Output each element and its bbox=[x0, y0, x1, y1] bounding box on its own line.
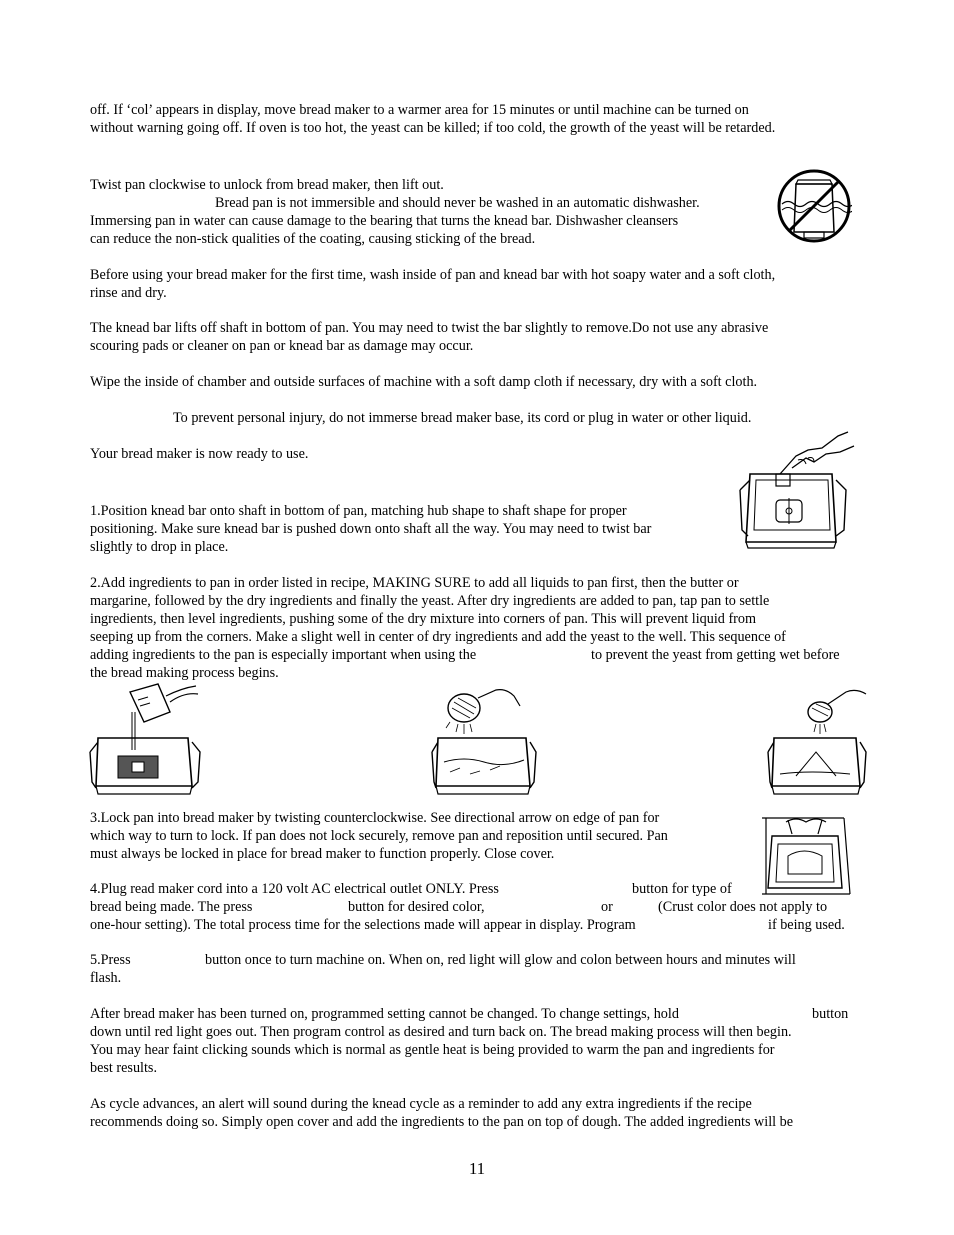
knead-bar-illustration bbox=[736, 430, 858, 555]
text-line: button for desired color, bbox=[348, 899, 485, 915]
text-line: the bread making process begins. bbox=[90, 665, 279, 681]
add-dry-ingredients-illustration bbox=[430, 682, 540, 810]
text-line: must always be locked in place for bread maker to function properly. Close cover. bbox=[90, 846, 555, 862]
text-line: As cycle advances, an alert will sound during the knead cycle as a reminder to add any extra ingredients if the recipe bbox=[90, 1096, 752, 1112]
page-number: 11 bbox=[468, 1159, 486, 1178]
text-line: down until red light goes out. Then program control as desired and turn back on. The bread making process will then begin. bbox=[90, 1024, 792, 1040]
text-line: can reduce the non-stick qualities of the coating, causing sticking of the bread. bbox=[90, 231, 536, 247]
text-line: 2.Add ingredients to pan in order listed in recipe, MAKING SURE to add all liquids to pan first, then the butter or bbox=[90, 575, 739, 591]
text-line: slightly to drop in place. bbox=[90, 539, 229, 555]
add-yeast-illustration bbox=[766, 682, 870, 810]
text-line: To prevent personal injury, do not immerse bread maker base, its cord or plug in water or other liquid. bbox=[173, 410, 752, 426]
paragraph-after-on bbox=[90, 1005, 849, 1077]
text-line: 1.Position knead bar onto shaft in bottom of pan, matching hub shape to shaft shape for proper bbox=[90, 503, 627, 519]
paragraph-wipe bbox=[90, 373, 757, 391]
text-line: positioning. Make sure knead bar is pushed down onto shaft all the way. You may need to twist bar bbox=[90, 521, 652, 537]
text-line: Before using your bread maker for the first time, wash inside of pan and knead bar with hot soapy water and a soft cloth, bbox=[90, 267, 776, 283]
text-line: to prevent the yeast from getting wet before bbox=[591, 647, 840, 663]
text-line: 4.Plug read maker cord into a 120 volt AC electrical outlet ONLY. Press bbox=[90, 881, 499, 897]
text-line: flash. bbox=[90, 970, 122, 986]
text-line: margarine, followed by the dry ingredients and finally the yeast. After dry ingredients are added to pan, tap pan to settle bbox=[90, 593, 770, 609]
text-line: 5.Press bbox=[90, 952, 131, 968]
text-line: if being used. bbox=[768, 917, 845, 933]
text-line: scouring pads or cleaner on pan or knead bar as damage may occur. bbox=[90, 338, 474, 354]
text-line: button for type of bbox=[632, 881, 732, 897]
paragraph-step-2 bbox=[90, 574, 840, 682]
paragraph-step-5 bbox=[90, 951, 796, 987]
text-line: without warning going off. If oven is too hot, the yeast can be killed; if too cold, the growth of the yeast will be retarded. bbox=[90, 120, 776, 136]
text-line: 3.Lock pan into bread maker by twisting counterclockwise. See directional arrow on edge of pan for bbox=[90, 810, 660, 826]
text-line: or bbox=[601, 899, 613, 915]
paragraph-ready bbox=[90, 445, 308, 463]
paragraph-step-3 bbox=[90, 809, 668, 863]
text-line: bread being made. The press bbox=[90, 899, 253, 915]
text-line: button bbox=[812, 1006, 849, 1022]
paragraph-warning bbox=[173, 409, 751, 427]
paragraph-temperature bbox=[90, 101, 775, 137]
text-line: off. If ‘col’ appears in display, move bread maker to a warmer area for 15 minutes or until machine can be turned on bbox=[90, 102, 749, 118]
text-line: recommends doing so. Simply open cover and add the ingredients to the pan on top of dough. The added ingredients will be bbox=[90, 1114, 794, 1130]
paragraph-first-use bbox=[90, 266, 775, 302]
text-line: Bread pan is not immersible and should never be washed in an automatic dishwasher. bbox=[215, 195, 700, 211]
lock-pan-illustration bbox=[758, 814, 852, 898]
text-line: The knead bar lifts off shaft in bottom of pan. You may need to twist the bar slightly to remove.Do not use any abrasive bbox=[90, 320, 769, 336]
text-line: Your bread maker is now ready to use. bbox=[90, 446, 309, 462]
text-line: Wipe the inside of chamber and outside surfaces of machine with a soft damp cloth if necessary, dry with a soft cloth. bbox=[90, 374, 758, 390]
text-line: After bread maker has been turned on, programmed setting cannot be changed. To change settings, hold bbox=[90, 1006, 679, 1022]
paragraph-twist-pan bbox=[90, 176, 700, 248]
text-line: best results. bbox=[90, 1060, 157, 1076]
text-line: Immersing pan in water can cause damage to the bearing that turns the knead bar. Dishwasher cleansers bbox=[90, 213, 679, 229]
pour-liquid-illustration bbox=[88, 682, 206, 810]
paragraph-cycle bbox=[90, 1095, 793, 1131]
text-line: Twist pan clockwise to unlock from bread maker, then lift out. bbox=[90, 177, 444, 193]
text-line: seeping up from the corners. Make a slight well in center of dry ingredients and add the yeast to the well. This sequence of bbox=[90, 629, 786, 645]
text-line: (Crust color does not apply to bbox=[658, 899, 828, 915]
text-line: which way to turn to lock. If pan does not lock securely, remove pan and reposition until secured. Pan bbox=[90, 828, 668, 844]
text-line: You may hear faint clicking sounds which is normal as gentle heat is being provided to warm the pan and ingredients for bbox=[90, 1042, 775, 1058]
paragraph-step-1 bbox=[90, 502, 651, 556]
no-immerse-pan-illustration bbox=[776, 168, 852, 244]
text-line: one-hour setting). The total process time for the selections made will appear in display. Program bbox=[90, 917, 636, 933]
text-line: button once to turn machine on. When on, red light will glow and colon between hours and minutes will bbox=[205, 952, 796, 968]
paragraph-knead-bar bbox=[90, 319, 768, 355]
text-line: adding ingredients to the pan is especially important when using the bbox=[90, 647, 477, 663]
text-line: rinse and dry. bbox=[90, 285, 167, 301]
text-line: ingredients, then level ingredients, pushing some of the dry mixture into corners of pan. This will prevent liquid from bbox=[90, 611, 757, 627]
